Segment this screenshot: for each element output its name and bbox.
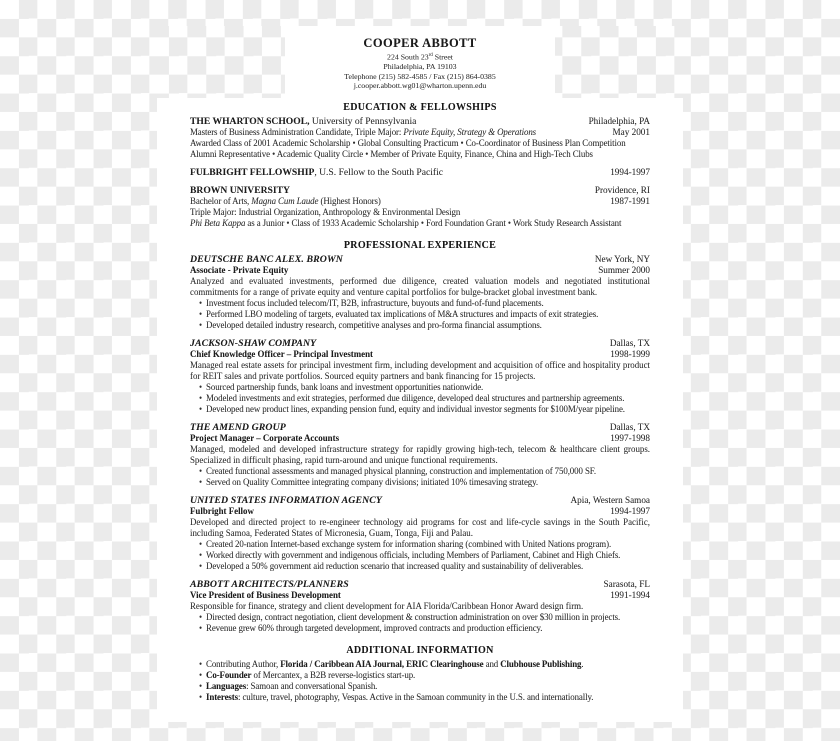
company-name: ABBOTT ARCHITECTS/PLANNERS	[190, 578, 349, 590]
bullet-text: Directed design, contract negotiation, client development & construction administration on over $30 million in projects.	[206, 611, 621, 622]
additional-item: • Languages: Samoan and conversational Spanish.	[199, 680, 378, 691]
bullet-item	[190, 309, 650, 320]
job-location: Dallas, TX	[609, 421, 650, 432]
bullet-text: Developed detailed industry research, competitive analyses and pro-forma financial assumptions.	[206, 319, 542, 330]
education-heading: EDUCATION & FELLOWSHIPS	[343, 101, 497, 113]
job-entry	[190, 495, 650, 572]
job-summary: Managed, modeled and developed infrastructure strategy for rapidly growing high-tech, telecom & healthcare client groups. Specialized in difficult phasing, rapid turn-around and unique functional requirements.	[190, 443, 650, 465]
bullet-marker: •	[199, 538, 203, 549]
section-experience	[190, 240, 650, 634]
resume-header	[190, 36, 650, 91]
bullet-item	[190, 298, 650, 309]
fellowship-dates: 1994-1997	[610, 166, 650, 177]
job-dates: 1991-1994	[610, 589, 650, 600]
bullet-item	[190, 404, 650, 415]
bullet-text: Created functional assessments and managed physical planning, construction and implementation of 750,000 SF.	[206, 465, 597, 476]
education-entry-wharton	[190, 116, 650, 160]
bullet-item	[190, 393, 650, 404]
bullet-text: Revenue grew 60% through targeted development, improved contracts and production efficiency.	[206, 622, 543, 633]
job-summary: Managed real estate assets for principal investment firm, including development and acquisition of office and hospitality product for REIT sales and private portfolios. Sourced equity partners and bank financing for 15 projects.	[190, 359, 650, 381]
job-entry	[190, 338, 650, 415]
bullet-marker: •	[199, 560, 203, 571]
job-title: Vice President of Business Development	[190, 589, 341, 600]
email-address: j.cooper.abbott.wg01@wharton.upenn.edu	[353, 81, 487, 91]
additional-item: • Contributing Author, Florida / Caribbean AIA Journal, ERIC Clearinghouse and Clubhouse Publishing.	[199, 658, 584, 669]
additional-item: • Interests: culture, travel, photography, Vespas. Active in the Samoan community in the U.S. and internationally.	[199, 691, 594, 702]
bullet-marker: •	[199, 465, 203, 476]
school-name: THE WHARTON SCHOOL, University of Pennsylvania	[190, 115, 417, 127]
school-location: Providence, RI	[594, 184, 650, 195]
job-location: Apia, Western Samoa	[570, 494, 650, 505]
bullet-marker: •	[199, 691, 203, 702]
bullet-marker: •	[199, 308, 203, 319]
bullet-item	[190, 612, 650, 623]
bullet-marker: •	[199, 549, 203, 560]
company-name: JACKSON-SHAW COMPANY	[190, 337, 317, 349]
bullet-item	[190, 539, 650, 550]
bullet-text: Performed LBO modeling of targets, evaluated tax implications of M&A structures and impacts of exit strategies.	[206, 308, 599, 319]
job-title: Associate - Private Equity	[190, 264, 289, 275]
job-dates: 1994-1997	[610, 505, 650, 516]
bullet-item	[190, 623, 650, 634]
job-location: New York, NY	[594, 253, 650, 264]
company-name: DEUTSCHE BANC ALEX. BROWN	[190, 253, 343, 265]
education-detail-line: Phi Beta Kappa as a Junior • Class of 1933 Academic Scholarship • Ford Foundation Grant • Work Study Research Assistant	[190, 217, 622, 228]
job-location: Sarasota, FL	[603, 578, 650, 589]
bullet-marker: •	[199, 297, 203, 308]
job-dates: Summer 2000	[598, 264, 650, 275]
bullet-item	[190, 550, 650, 561]
additional-heading: ADDITIONAL INFORMATION	[346, 644, 494, 656]
bullet-marker: •	[199, 658, 203, 669]
job-title: Fulbright Fellow	[190, 505, 254, 516]
street-address: 224 South 23rd Street	[387, 52, 453, 62]
city-state-zip: Philadelphia, PA 19103	[383, 62, 457, 72]
job-location: Dallas, TX	[609, 337, 650, 348]
bullet-marker: •	[199, 319, 203, 330]
bullet-text: Developed new product lines, expanding pension fund, equity and individual investor segments for $100M/year pipeline.	[206, 403, 625, 414]
job-summary: Analyzed and evaluated investments, performed due diligence, created valuation models and negotiated institutional commitments for a range of private equity and venture capital portfolios for bulge-bracket global investment bank.	[190, 275, 650, 297]
section-additional	[190, 645, 650, 703]
bullet-text: Modeled investments and exit strategies, performed due diligence, developed deal structures and partnership agreements.	[206, 392, 625, 403]
bullet-marker: •	[199, 403, 203, 414]
education-entry-fulbright	[190, 167, 650, 178]
job-dates: 1997-1998	[610, 432, 650, 443]
job-entry	[190, 579, 650, 634]
bullet-text: Investment focus included telecom/IT, B2B, infrastructure, buyouts and fund-of-fund placements.	[206, 297, 544, 308]
resume-page	[157, 26, 683, 722]
bullet-marker: •	[199, 381, 203, 392]
bullet-item	[190, 561, 650, 572]
job-dates: 1998-1999	[610, 348, 650, 359]
bullet-item	[190, 466, 650, 477]
school-location: Philadelphia, PA	[588, 115, 650, 126]
bullet-marker: •	[199, 392, 203, 403]
bullet-marker: •	[199, 611, 203, 622]
bullet-marker: •	[199, 680, 203, 691]
bullet-text: Worked directly with government and indigenous officials, including Members of Parliament, Cabinet and High Chiefs.	[206, 549, 621, 560]
bullet-item	[190, 382, 650, 393]
bullet-marker: •	[199, 622, 203, 633]
company-name: THE AMEND GROUP	[190, 421, 286, 433]
job-summary: Responsible for finance, strategy and client development for AIA Florida/Caribbean Honor Award design firm.	[190, 600, 584, 611]
education-detail-line: Alumni Representative • Academic Quality Circle • Member of Private Equity, Finance, China and High-Tech Clubs	[190, 148, 593, 159]
bullet-text: Created 20-nation Internet-based exchange system for information sharing (combined with United Nations program).	[206, 538, 612, 549]
bullet-text: Sourced partnership funds, bank loans and investment opportunities nationwide.	[206, 381, 484, 392]
job-summary: Developed and directed project to re-engineer technology aid programs for cost and life-cycle savings in the South Pacific, including Samoa, Federated States of Micronesia, Guam, Tonga, Fiji and Palau.	[190, 516, 650, 538]
bullet-text: Served on Quality Committee integrating company divisions; initiated 10% timesaving strategy.	[206, 476, 539, 487]
job-entry	[190, 422, 650, 488]
degree-date: May 2001	[612, 126, 650, 137]
bullet-marker: •	[199, 669, 203, 680]
additional-item: • Co-Founder of Mercantex, a B2B reverse-logistics start-up.	[199, 669, 416, 680]
education-entry-brown	[190, 185, 650, 229]
degree-dates: 1987-1991	[610, 195, 650, 206]
experience-heading: PROFESSIONAL EXPERIENCE	[343, 239, 497, 251]
phone-fax-line: Telephone (215) 582-4585 / Fax (215) 864-0385	[344, 71, 496, 81]
degree-line: Masters of Business Administration Candidate, Triple Major: Private Equity, Strategy & Operations	[190, 126, 537, 137]
street-ordinal-suffix: rd	[428, 53, 433, 58]
school-name: BROWN UNIVERSITY	[190, 184, 290, 196]
bullet-marker: •	[199, 476, 203, 487]
section-education	[190, 102, 650, 229]
candidate-name: COOPER ABBOTT	[363, 36, 477, 50]
job-title: Project Manager – Corporate Accounts	[190, 432, 340, 443]
bullet-item	[190, 477, 650, 488]
bullet-item	[190, 320, 650, 331]
job-title: Chief Knowledge Officer – Principal Investment	[190, 348, 373, 359]
degree-line: Bachelor of Arts, Magna Cum Laude (Highest Honors)	[190, 195, 381, 206]
fellowship-name: FULBRIGHT FELLOWSHIP, U.S. Fellow to the South Pacific	[190, 166, 444, 178]
bullet-text: Developed a 50% government aid reduction scenario that increased quality and sustainability of deliverables.	[206, 560, 584, 571]
education-detail-line: Awarded Class of 2001 Academic Scholarship • Global Consulting Practicum • Co-Coordinator of Business Plan Competition	[190, 137, 626, 148]
company-name: UNITED STATES INFORMATION AGENCY	[190, 494, 383, 506]
education-detail-line: Triple Major: Industrial Organization, Anthropology & Environmental Design	[190, 206, 461, 217]
job-entry	[190, 254, 650, 331]
